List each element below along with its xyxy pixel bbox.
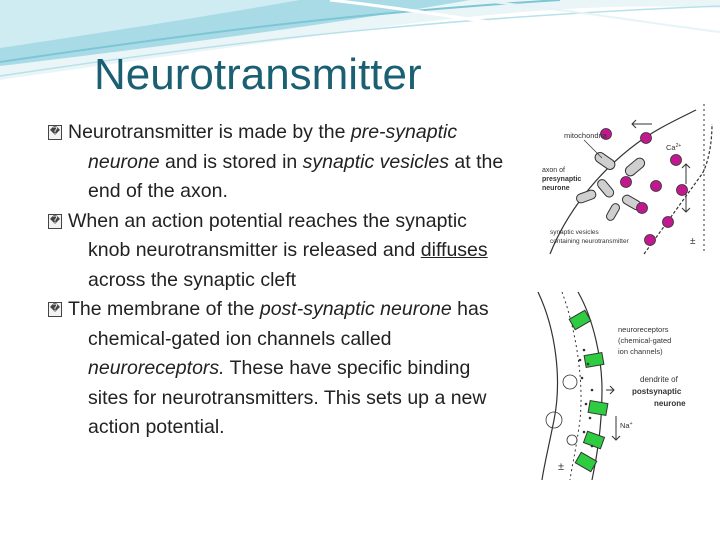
label-neuroreceptors-line3: ion channels) <box>618 347 663 356</box>
label-dendrite-line1: dendrite of <box>640 375 678 384</box>
text-run: across the synaptic cleft <box>88 268 297 291</box>
label-sodium: Na+ <box>620 421 633 430</box>
receptor-block <box>584 353 604 368</box>
text-run: sites for neurotransmitters. This sets up a new <box>88 386 487 409</box>
label-vesicles-line2: containing neurotransmitter <box>550 238 629 245</box>
label-axon-line3: neurone <box>542 185 570 192</box>
vesicle-dot <box>621 177 632 188</box>
presynaptic-knob-diagram <box>536 104 714 258</box>
vesicle-dot <box>651 181 662 192</box>
receptor-block <box>575 452 597 471</box>
postsynaptic-dendrite-diagram <box>536 290 714 480</box>
text-run: at the <box>448 150 504 173</box>
bullet-line <box>68 295 548 325</box>
receptor-block <box>588 401 608 416</box>
bullet-marker-icon: � <box>48 302 62 317</box>
receptor-block <box>583 431 604 448</box>
slide-title: Neurotransmitter <box>94 50 422 99</box>
vesicle-dot <box>645 235 656 246</box>
text-run: knob neurotransmitter is released and <box>88 239 421 261</box>
bullet-line <box>68 177 548 207</box>
bullet-line <box>68 266 548 296</box>
text-run: pre-synaptic <box>350 121 458 143</box>
text-run: chemical-gated ion channels called <box>88 327 392 350</box>
label-dendrite-line3: neurone <box>654 399 686 408</box>
label-vesicles-line1: synaptic vesicles <box>550 229 599 236</box>
bullet-line <box>68 384 548 414</box>
label-neuroreceptors-line1: neuroreceptors <box>618 325 669 334</box>
label-dendrite-line2: postsynaptic <box>632 387 682 396</box>
label-mitochondria: mitochondria <box>564 131 607 140</box>
label-axon-line2: presynaptic <box>542 176 582 183</box>
text-run: has <box>451 298 489 320</box>
bullet-list <box>48 118 548 443</box>
bullet-item <box>48 295 548 443</box>
label-charge: ± <box>558 461 565 473</box>
vesicle-dot <box>671 155 682 166</box>
bullet-line <box>68 413 548 443</box>
text-run: These have specific binding <box>224 357 471 379</box>
bullet-item <box>48 207 548 296</box>
label-calcium: $Ca^{2+}$ <box>666 143 682 152</box>
label-neuroreceptors-line2: (chemical-gated <box>618 336 672 345</box>
bullet-line <box>68 207 548 237</box>
bullet-marker-icon: � <box>48 214 62 229</box>
arrow-icons <box>606 386 620 440</box>
text-run: post-synaptic neurone <box>259 298 452 320</box>
text-run: Neurotransmitter is made by the <box>68 121 351 143</box>
bullet-line <box>68 236 548 266</box>
bullet-item <box>48 118 548 207</box>
vesicle-dot <box>663 217 674 228</box>
bullet-line <box>68 325 548 355</box>
bullet-line <box>68 354 548 384</box>
vesicle-dot <box>637 203 648 214</box>
text-run: neurone <box>88 150 160 173</box>
vesicle-dot <box>641 133 652 144</box>
text-run: neuroreceptors. <box>88 357 225 379</box>
bullet-line <box>68 118 548 148</box>
mitochondria-shapes <box>575 151 646 222</box>
text-run: action potential. <box>88 416 225 438</box>
text-run: synaptic vesicles <box>302 150 449 173</box>
label-axon-line1: axon of <box>542 167 565 174</box>
text-run: and is stored in <box>159 150 303 173</box>
text-run: The membrane of the <box>68 298 260 320</box>
label-charge: ± <box>690 236 696 247</box>
text-run: end of the axon. <box>88 180 228 202</box>
text-run: When an action potential reaches the synaptic <box>68 209 467 232</box>
text-run: diffuses <box>420 239 488 261</box>
bullet-line <box>68 148 548 178</box>
bullet-marker-icon: � <box>48 125 62 140</box>
vesicle-dot <box>677 185 688 196</box>
